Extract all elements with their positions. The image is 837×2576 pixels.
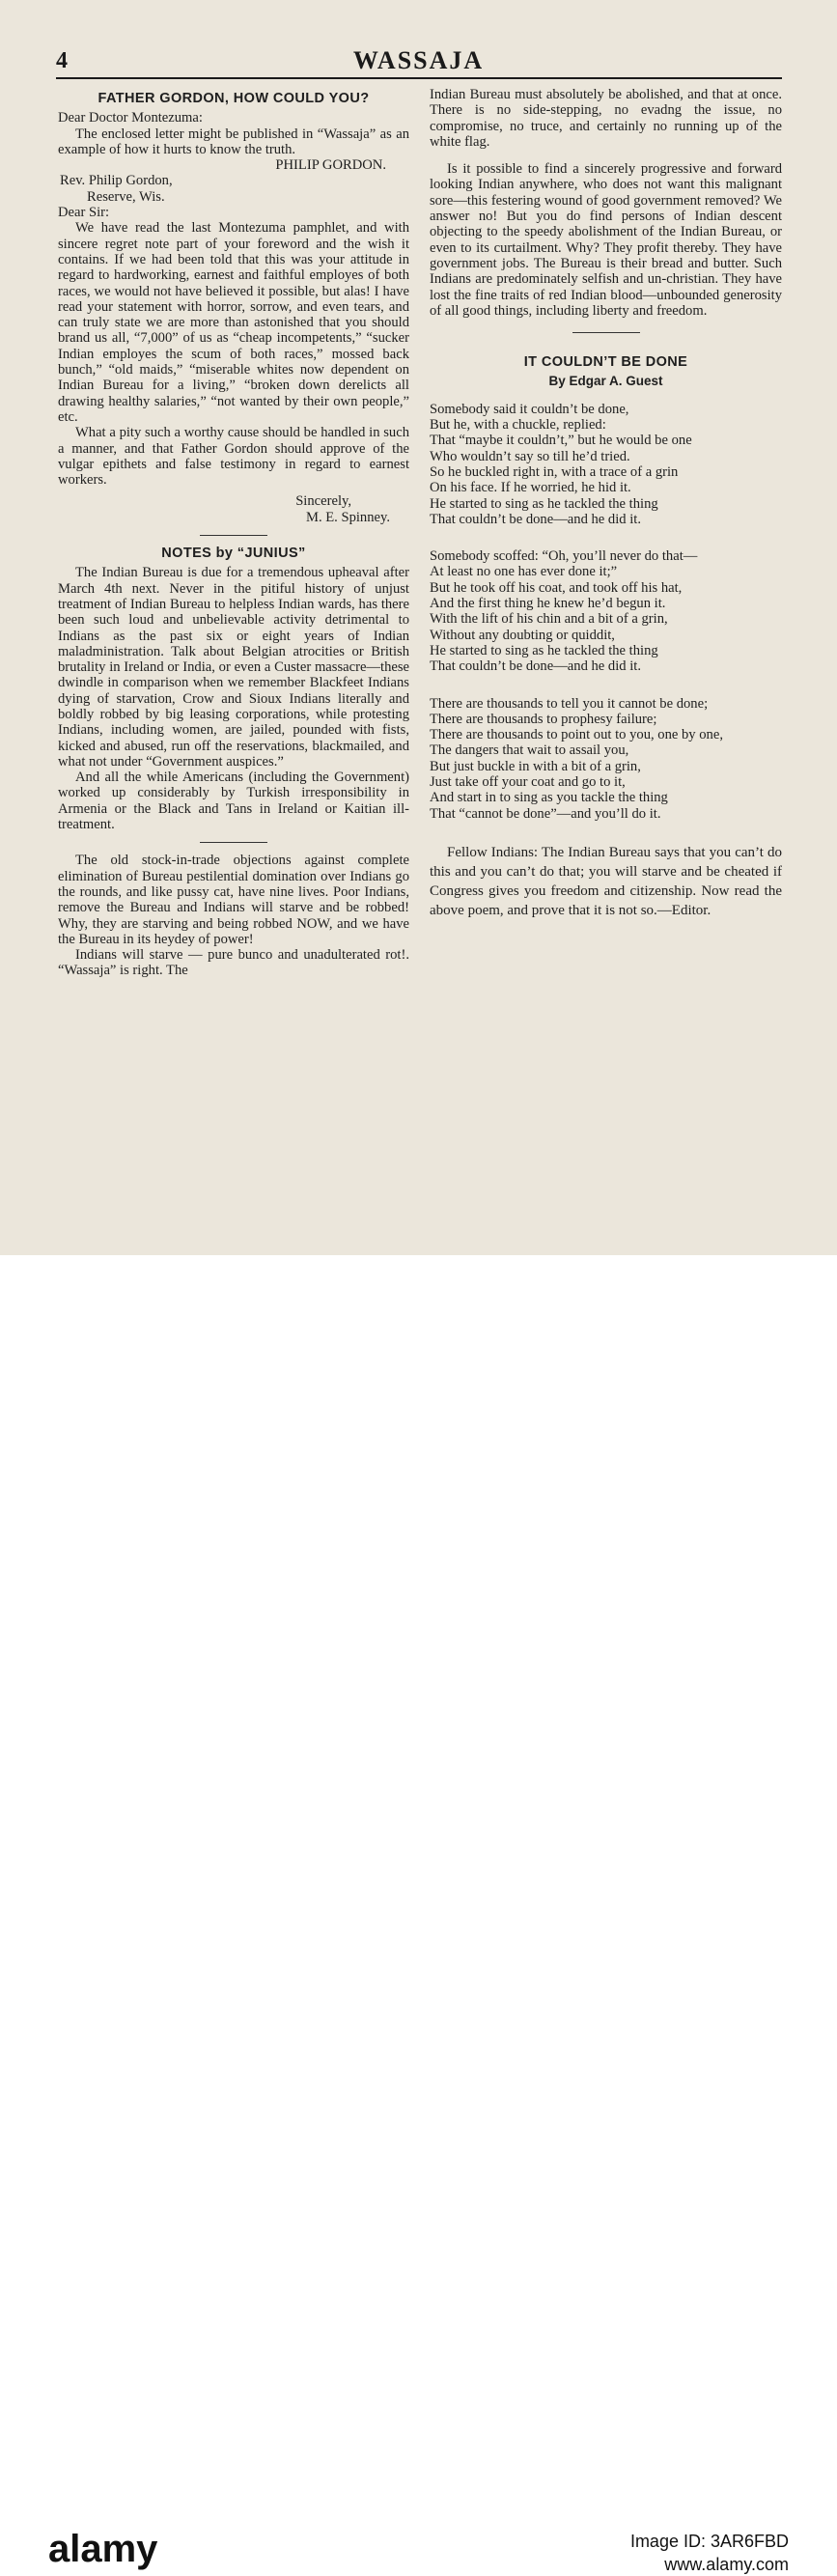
right-column <box>430 87 782 920</box>
salutation-sir: Dear Sir: <box>58 205 110 221</box>
notes-divider <box>200 842 267 843</box>
poem-line: The dangers that wait to assail you, <box>430 742 629 759</box>
notes-paragraph-3: The old stock-in-trade objections against complete elimination of Bureau pestilential domination over Indians go the rounds, and like pussy cat, have nine lives. Poor Indians, remove the Bureau and Indians will starve and be robbed! Why, they are starving and being robbed NOW, and we have the Bureau in its heydey of power! <box>58 853 409 947</box>
watermark-bar <box>0 1255 837 2574</box>
poem-line: On his face. If he worried, he hid it. <box>430 480 631 496</box>
page-number: 4 <box>56 48 68 73</box>
poem-line: He started to sing as he tackled the thing <box>430 642 658 658</box>
poem-line: And the first thing he knew he’d begun it. <box>430 596 666 612</box>
letter-signature: M. E. Spinney. <box>305 509 390 525</box>
salutation-montezuma: Dear Doctor Montezuma: <box>58 110 203 126</box>
alamy-logo: alamy <box>48 2528 158 2570</box>
poem-line: Somebody scoffed: “Oh, you’ll never do that— <box>430 548 698 565</box>
poem-line: And start in to sing as you tackle the thing <box>430 790 668 806</box>
headline-father-gordon: FATHER GORDON, HOW COULD YOU? <box>98 91 370 106</box>
poem-line: That couldn’t be done—and he did it. <box>430 658 641 675</box>
poem-line: That “cannot be done”—and you’ll do it. <box>430 805 661 822</box>
addressee-place: Reserve, Wis. <box>87 188 165 205</box>
notes-paragraph-1: The Indian Bureau is due for a tremendous upheaval after March 4th next. Never in the pitiful history of unjust treatment of Indian Bureau to helpless Indian wards, has there been such loud and unbelievable activity detrimental to Indians as the past six or eight years of Indian maladministration. Talk about Belgian atrocities or British brutality in Ireland or India, or even a Custer massacre—these dwindle in comparison when we remember Blackfeet Indians dying of starvation, Crow and Sioux Indians literally and boldly robbed by big leasing corporations, while protesting Indians, including women, are jailed, pounded with fists, kicked and abused, run off the reservations, blackmailed, and what not under “Government auspices.” <box>58 565 409 770</box>
poem-line: At least no one has ever done it;” <box>430 564 618 580</box>
poem-line: But he took off his coat, and took off his hat, <box>430 579 683 596</box>
intro-signature: PHILIP GORDON. <box>275 157 386 174</box>
poem-stanza-1 <box>430 402 782 527</box>
editor-note: Fellow Indians: The Indian Bureau says that you can’t do this and you can’t do that; you will starve and be cheated if Congress gives you freedom and citizenship. Now read the above poem, and prove that it is not so.—Editor. <box>430 844 782 918</box>
section-divider <box>200 535 267 536</box>
poem-stanza-3 <box>430 696 782 822</box>
poem-line: Who wouldn’t say so till he’d tried. <box>430 448 630 464</box>
poem-line: Somebody said it couldn’t be done, <box>430 401 629 417</box>
letter-closing: Sincerely, <box>295 493 351 510</box>
poem-line: But he, with a chuckle, replied: <box>430 417 606 434</box>
intro-paragraph: The enclosed letter might be published in “Wassaja” as an example of how it hurts to know the truth. <box>58 126 409 157</box>
poem-line: With the lift of his chin and a bit of a grin, <box>430 611 668 628</box>
newspaper-page <box>0 0 837 1255</box>
poem-line: But just buckle in with a bit of a grin, <box>430 758 641 774</box>
poem-line: There are thousands to tell you it cannot be done; <box>430 695 709 712</box>
poem-line: That couldn’t be done—and he did it. <box>430 511 641 527</box>
poem-line: That “maybe it couldn’t,” but he would be one <box>430 433 692 449</box>
poem-line: So he buckled right in, with a trace of a grin <box>430 463 679 480</box>
poem-line: There are thousands to prophesy failure; <box>430 711 657 727</box>
poem-line: Without any doubting or quiddit, <box>430 627 615 643</box>
poem-author: By Edgar A. Guest <box>548 374 663 389</box>
notes-paragraph-4: Indians will starve — pure bunco and unadulterated rot!. “Wassaja” is right. The <box>58 947 409 979</box>
site-url: www.alamy.com <box>664 2555 789 2574</box>
headline-junius: NOTES by “JUNIUS” <box>161 546 306 562</box>
poem-divider <box>572 332 640 333</box>
image-id: Image ID: 3AR6FBD <box>629 2532 789 2551</box>
continued-paragraph-2: Is it possible to find a sincerely progressive and forward looking Indian anywhere, who does not want this malignant sore—this festering wound of good government removed? We answer no! But you do find persons of Indian descent objecting to the speedy abolishment of the Indian Bureau, or even to its curtailment. Why? They profit thereby. They have government jobs. The Bureau is their bread and butter. Such Indians are predominately selfish and un-christian. They have lost the fine traits of red Indian blood—unbounded generosity of all good things, including liberty and freedom. <box>430 161 782 319</box>
notes-paragraph-2: And all the while Americans (including the Government) worked up considerably by Turkish irresponsibility in Armenia or the Black and Tans in Ireland or Kaitian ill-treatment. <box>58 770 409 833</box>
poem-line: He started to sing as he tackled the thing <box>430 495 658 512</box>
masthead: WASSAJA <box>352 46 485 74</box>
masthead-rule <box>56 77 782 79</box>
letter-paragraph-1: We have read the last Montezuma pamphlet, and with sincere regret note part of your foreword and the wish it contains. If we had been told that this was your attitude in regard to hardworking, earnest and faithful employes of both races, we would not have believed it possible, but alas! I have read your statement with horror, sorrow, and even tears, and can truly state we are more than astonished that you should brand us all, “7,000” of us as “cheap incompetents,” “sucker Indian employes the scum of both races,” mossed back bunch,” “old maids,” “miserable whites now dependent on Indian Bureau for a living,” “broken down derelicts all drawing healthy salaries,” “not wanted by their own people,” etc. <box>58 220 409 425</box>
letter-paragraph-2: What a pity such a worthy cause should be handled in such a manner, and that Father Gordon should approve of the vulgar epithets and false testimony in regard to earnest workers. <box>58 425 409 489</box>
continued-paragraph-1: Indian Bureau must absolutely be abolished, and that at once. There is no side-stepping, no evadng the issue, no compromise, no truce, and certainly no running up of the white flag. <box>430 87 782 150</box>
poem-line: Just take off your coat and go to it, <box>430 773 626 790</box>
left-column <box>58 87 409 979</box>
poem-line: There are thousands to point out to you, one by one, <box>430 727 723 743</box>
watermark-info <box>630 2530 789 2576</box>
addressee-name: Rev. Philip Gordon, <box>60 173 173 189</box>
poem-title: IT COULDN’T BE DONE <box>523 354 688 371</box>
poem-stanza-2 <box>430 548 782 674</box>
